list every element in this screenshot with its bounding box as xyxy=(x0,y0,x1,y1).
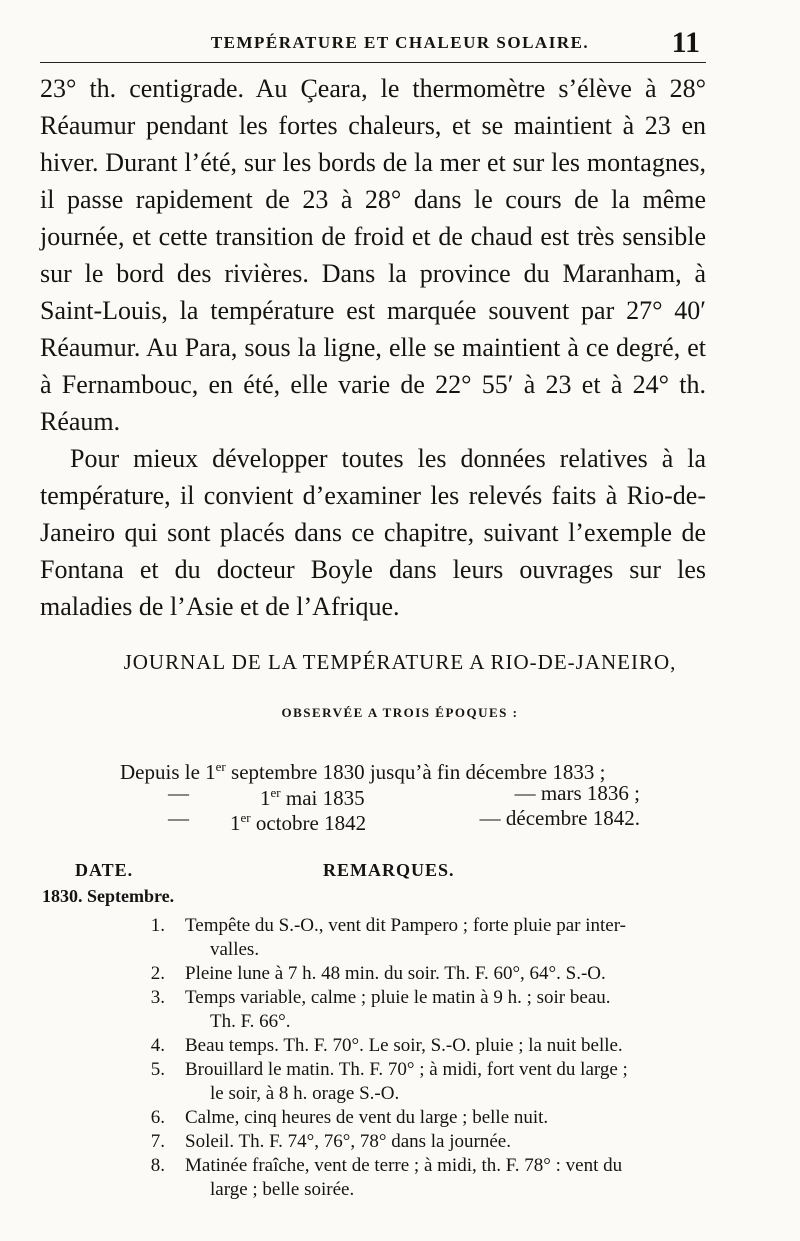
entry-number: 7. xyxy=(150,1131,165,1152)
entry-text: Matinée fraîche, vent de terre ; à midi, th. F. 78° : vent du xyxy=(185,1155,623,1176)
year-month-heading: 1830. Septembre. xyxy=(42,886,175,906)
entry-text: Brouillard le matin. Th. F. 70° ; à midi, fort vent du large ; xyxy=(185,1059,628,1080)
entry-number: 3. xyxy=(150,987,165,1008)
entry-text: Beau temps. Th. F. 70°. Le soir, S.-O. pluie ; la nuit belle. xyxy=(185,1035,623,1056)
list-item xyxy=(140,986,710,1034)
entry-text: Calme, cinq heures de vent du large ; belle nuit. xyxy=(185,1107,549,1128)
entry-text: Temps variable, calme ; pluie le matin à 9 h. ; soir beau. xyxy=(185,987,611,1008)
period-line-1 xyxy=(120,755,640,784)
period-3-sup: er xyxy=(240,810,251,825)
entry-number: 2. xyxy=(150,963,165,984)
entry-text: Soleil. Th. F. 74°, 76°, 78° dans la journée. xyxy=(185,1131,511,1152)
period-2-end: — mars 1836 ; xyxy=(514,781,640,805)
list-item xyxy=(140,1106,710,1130)
period-1-text: septembre 1830 jusqu’à fin décembre 1833 ; xyxy=(225,760,606,784)
list-item xyxy=(140,1034,710,1058)
list-item xyxy=(140,962,710,986)
period-3-end: — décembre 1842. xyxy=(479,806,640,830)
entry-number: 6. xyxy=(150,1107,165,1128)
period-1-prefix: Depuis le 1 xyxy=(120,760,216,784)
entry-text-continued: le soir, à 8 h. orage S.-O. xyxy=(210,1083,400,1104)
entry-text: Pleine lune à 7 h. 48 min. du soir. Th. F. 60°, 64°. S.-O. xyxy=(185,963,606,984)
entry-number: 5. xyxy=(150,1059,165,1080)
list-item xyxy=(140,1058,710,1106)
entries-list xyxy=(140,914,710,1202)
list-item xyxy=(140,1154,710,1202)
entry-text: Tempête du S.-O., vent dit Pampero ; forte pluie par inter- xyxy=(185,915,626,936)
period-2-dash: — xyxy=(168,781,189,805)
running-header: TEMPÉRATURE ET CHALEUR SOLAIRE. xyxy=(210,33,590,52)
entry-number: 4. xyxy=(150,1035,165,1056)
entry-text-continued: valles. xyxy=(210,939,260,960)
period-2-num: 1 xyxy=(260,786,271,810)
period-2-start: mai 1835 xyxy=(280,786,365,810)
paragraph-1: 23° th. centigrade. Au Çeara, le thermomètre s’élève à 28° Réaumur pendant les fortes chaleurs, et se maintient à 23 en hiver. Durant l’été, sur les bords de la mer et sur les montagnes, il passe rapidement de 23 à 28° dans le cours de la même journée, et cette transition de froid et de chaud est très sensible sur le bord des rivières. Dans la province du Maranham, à Saint-Louis, la température est marquée souvent par 27° 40′ Réaumur. Au Para, sous la ligne, elle se maintient à ce degré, et à Fernambouc, en été, elle varie de 22° 55′ à 23 et à 24° th. Réaum. xyxy=(40,74,706,436)
entry-number: 8. xyxy=(150,1155,165,1176)
entry-text-continued: Th. F. 66°. xyxy=(210,1011,291,1032)
journal-subtitle: OBSERVÉE A TROIS ÉPOQUES : xyxy=(281,705,519,720)
list-item xyxy=(140,1130,710,1154)
journal-title: JOURNAL DE LA TEMPÉRATURE A RIO-DE-JANEIRO, xyxy=(123,650,677,674)
period-1-sup: er xyxy=(215,759,226,774)
period-3-start: octobre 1842 xyxy=(250,811,367,835)
page-number: 11 xyxy=(671,26,700,59)
column-header-remarks: REMARQUES. xyxy=(323,860,455,880)
paragraph-2: Pour mieux développer toutes les données relatives à la température, il convient d’examiner les relevés faits à Rio-de-Janeiro qui sont placés dans ce chapitre, suivant l’exemple de Fontana et du docteur Boyle dans leurs ouvrages sur les maladies de l’Asie et de l’Afrique. xyxy=(40,444,706,621)
entry-number: 1. xyxy=(150,915,165,936)
body-text xyxy=(40,70,706,625)
period-2-sup: er xyxy=(270,785,281,800)
entry-text-continued: large ; belle soirée. xyxy=(210,1179,355,1200)
period-3-dash: — xyxy=(168,806,189,830)
column-header-date: DATE. xyxy=(75,860,134,880)
list-item xyxy=(140,914,710,962)
header-rule xyxy=(40,62,706,63)
period-3-num: 1 xyxy=(230,811,241,835)
